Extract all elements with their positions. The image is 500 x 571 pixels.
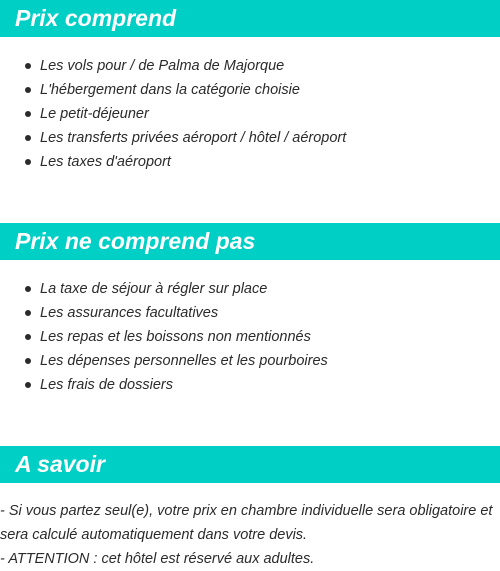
list-item: [0, 102, 346, 126]
bullet-icon: [25, 135, 31, 141]
list-item: [0, 277, 328, 301]
list-item: [0, 349, 328, 373]
bullet-icon: [25, 310, 31, 316]
bullet-icon: [25, 382, 31, 388]
bullet-icon: [25, 159, 31, 165]
section-title-prix-comprend: Prix comprend: [0, 0, 500, 37]
list-item-text: Les assurances facultatives: [40, 305, 219, 321]
list-item: [0, 54, 346, 78]
list-item-text: Les vols pour / de Palma de Majorque: [40, 58, 285, 74]
list-item: [0, 325, 328, 349]
bullet-icon: [25, 111, 31, 117]
list-item-text: Les transferts privées aéroport / hôtel / aéroport: [40, 130, 347, 146]
bullet-icon: [25, 286, 31, 292]
list-item-text: Les repas et les boissons non mentionnés: [40, 329, 311, 345]
bullet-icon: [25, 63, 31, 69]
list-item: [0, 78, 346, 102]
bullet-icon: [25, 358, 31, 364]
note-text: - Si vous partez seul(e), votre prix en chambre individuelle sera obligatoire et sera calculé automatiquement dans votre devis.: [0, 503, 493, 543]
section-title-a-savoir: A savoir: [0, 446, 500, 483]
included-list: [0, 54, 346, 174]
list-item-text: Les dépenses personnelles et les pourboires: [40, 353, 328, 369]
list-item: [0, 301, 328, 325]
list-item-text: L'hébergement dans la catégorie choisie: [40, 82, 300, 98]
list-item-text: Les frais de dossiers: [40, 377, 173, 393]
list-item-text: La taxe de séjour à régler sur place: [40, 281, 268, 297]
bullet-icon: [25, 334, 31, 340]
list-item: [0, 373, 328, 397]
excluded-list: [0, 277, 328, 397]
notes-block: [0, 499, 500, 571]
list-item-text: Le petit-déjeuner: [40, 106, 149, 122]
list-item: [0, 150, 346, 174]
list-item-text: Les taxes d'aéroport: [40, 154, 171, 170]
list-item: [0, 126, 346, 150]
note-text: - ATTENTION : cet hôtel est réservé aux adultes.: [0, 551, 315, 567]
section-title-prix-ne-comprend-pas: Prix ne comprend pas: [0, 223, 500, 260]
bullet-icon: [25, 87, 31, 93]
